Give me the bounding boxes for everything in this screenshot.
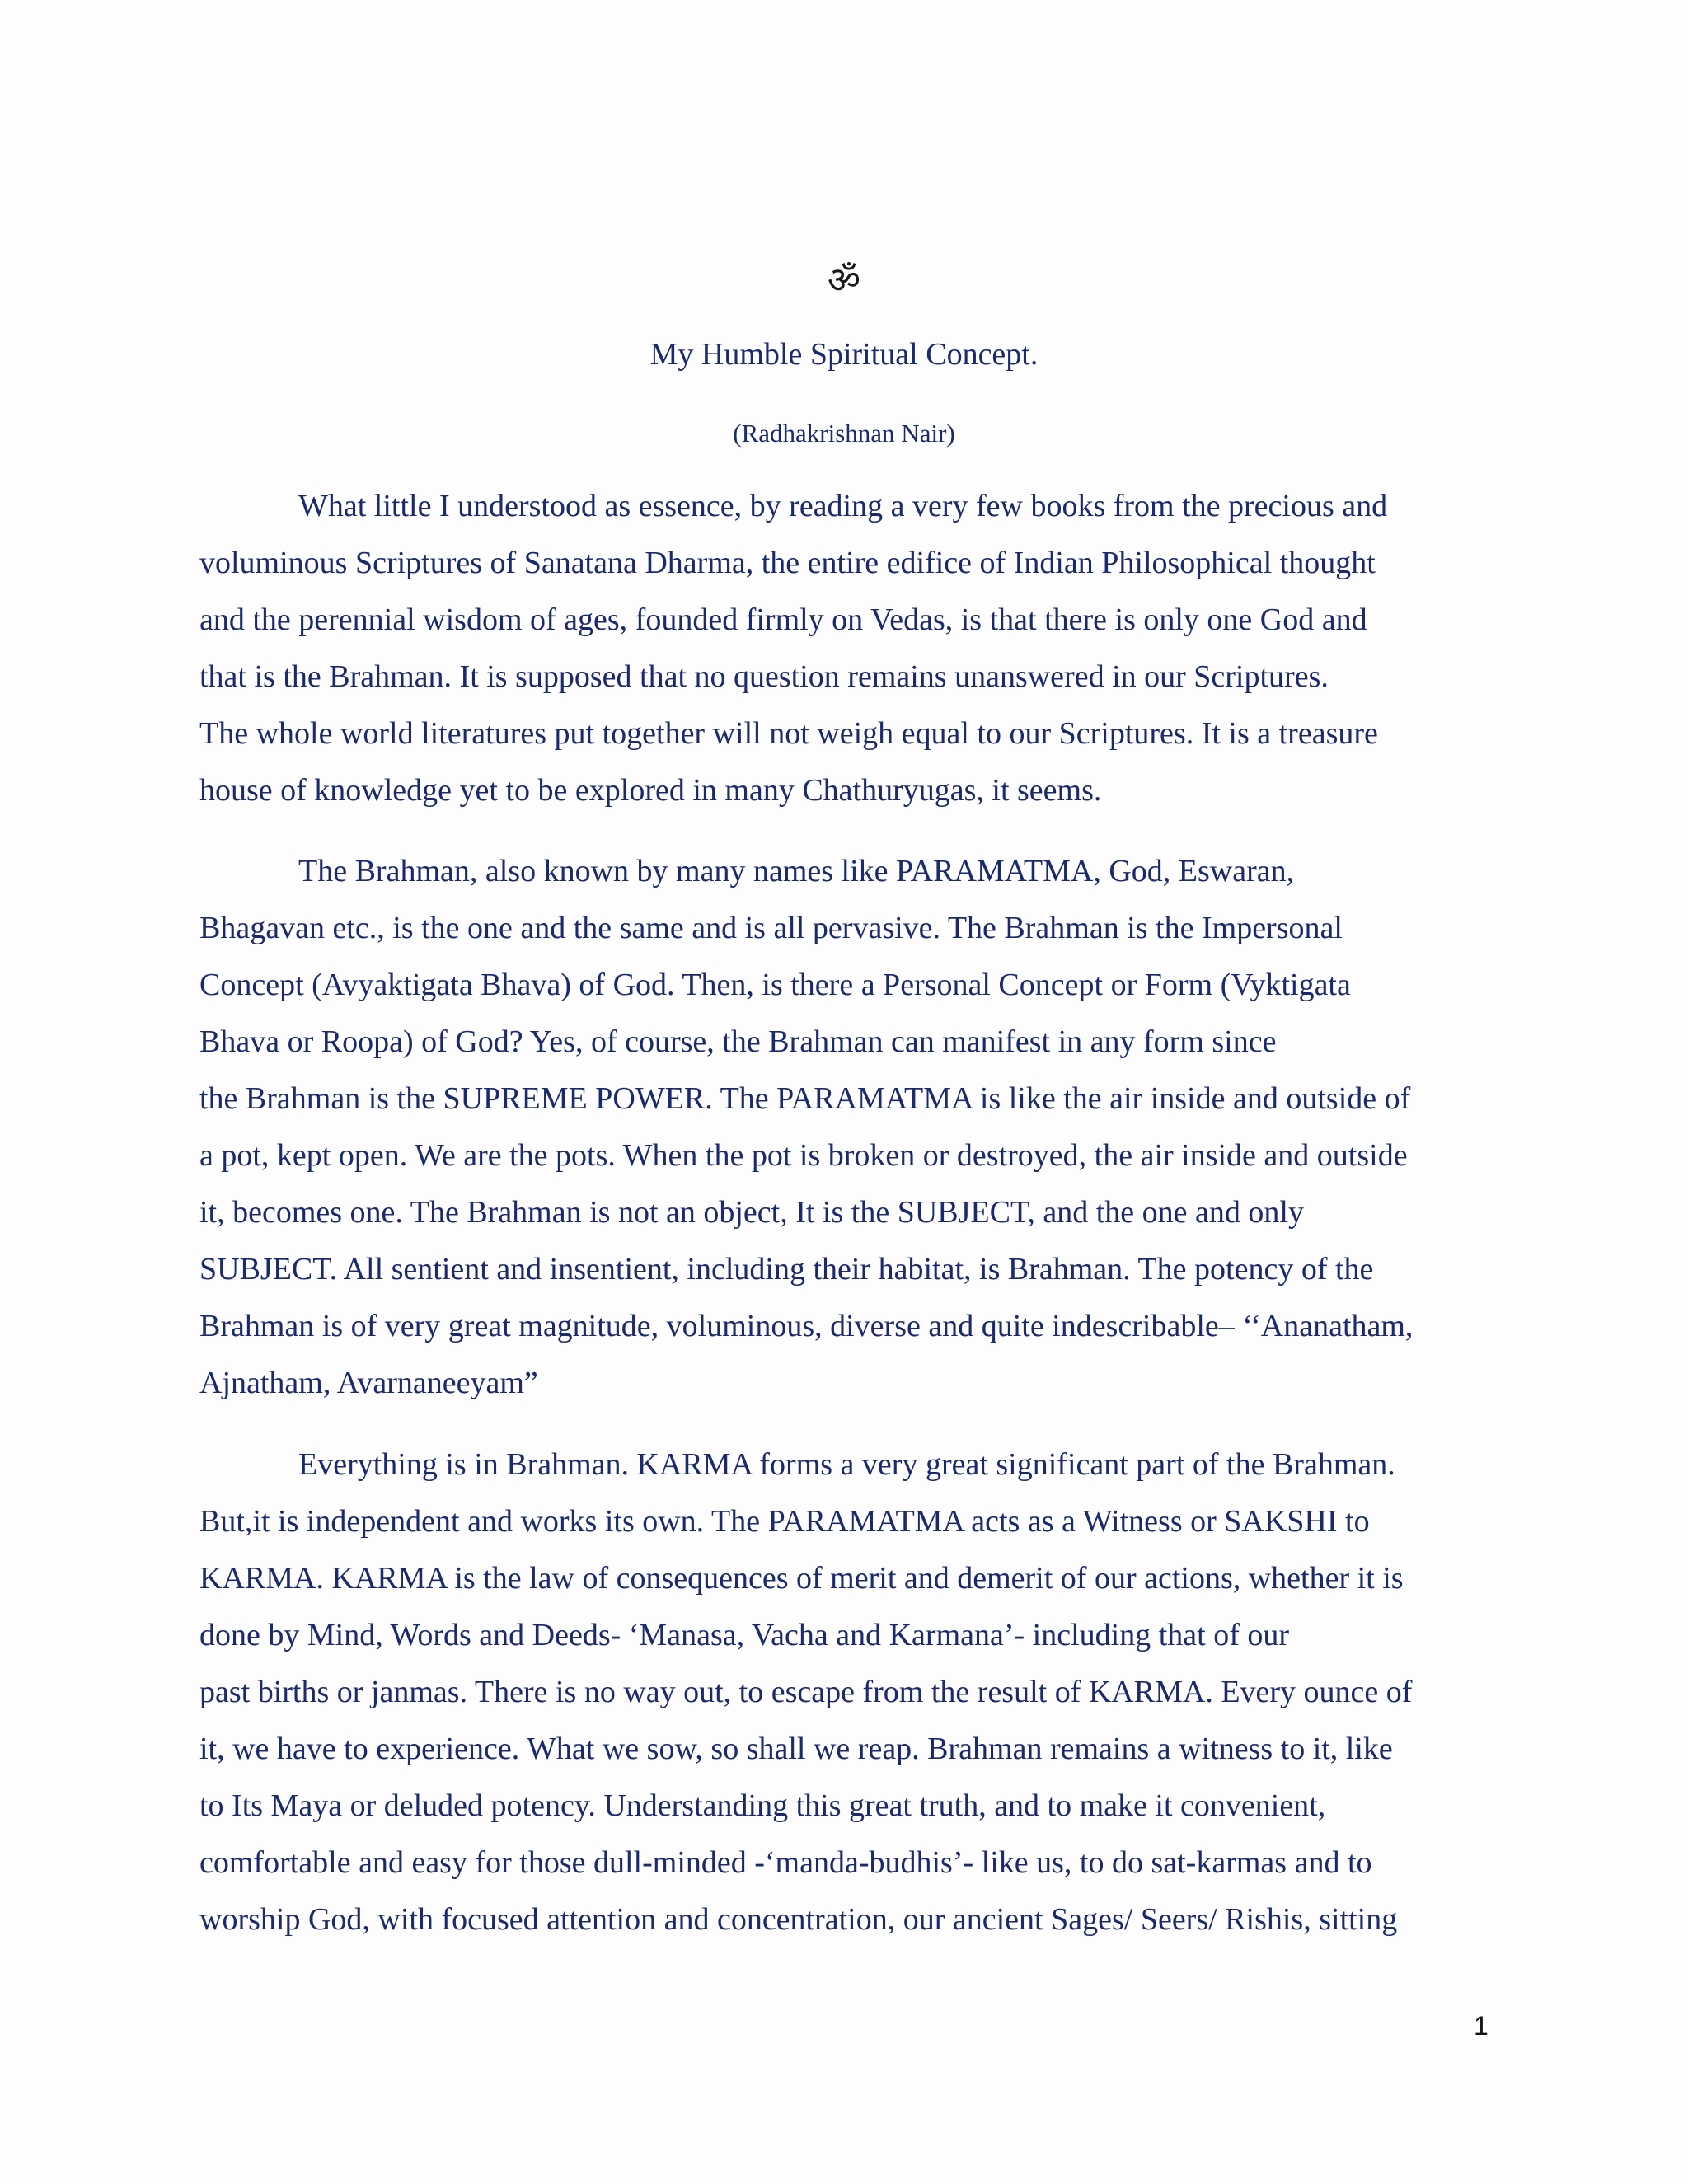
paragraph-line: Everything is in Brahman. KARMA forms a very great significant part of the Brahman. [298, 1447, 1395, 1482]
paragraph-line: comfortable and easy for those dull-minded -‘manda-budhis’- like us, to do sat-karmas and to [199, 1845, 1372, 1880]
paragraph-line: house of knowledge yet to be explored in many Chathuryugas, it seems. [199, 773, 1102, 808]
document-title: My Humble Spiritual Concept. [649, 337, 1039, 372]
paragraph-line: worship God, with focused attention and concentration, our ancient Sages/ Seers/ Rishis, sitting [199, 1902, 1398, 1937]
paragraph-line: The whole world literatures put together will not weigh equal to our Scriptures. It is a treasure [199, 716, 1378, 751]
paragraph-line: voluminous Scriptures of Sanatana Dharma, the entire edifice of Indian Philosophical thought [199, 546, 1376, 580]
paragraph-line: a pot, kept open. We are the pots. When the pot is broken or destroyed, the air inside and outside [199, 1138, 1408, 1173]
paragraph-1 [199, 478, 1502, 819]
paragraph-2 [199, 843, 1502, 1412]
paragraph-3 [199, 1436, 1502, 1948]
paragraph-line: that is the Brahman. It is supposed that no question remains unanswered in our Scriptures. [199, 659, 1329, 694]
paragraph-line: it, becomes one. The Brahman is not an object, It is the SUBJECT, and the one and only [199, 1195, 1304, 1230]
paragraph-line: Brahman is of very great magnitude, voluminous, diverse and quite indescribable– ‘‘Ananatham, [199, 1309, 1414, 1343]
paragraph-line: The Brahman, also known by many names like PARAMATMA, God, Eswaran, [298, 854, 1295, 888]
paragraph-line: the Brahman is the SUPREME POWER. The PARAMATMA is like the air inside and outside of [199, 1081, 1411, 1116]
paragraph-line: But,it is independent and works its own. The PARAMATMA acts as a Witness or SAKSHI to [199, 1504, 1370, 1539]
author-name: (Radhakrishnan Nair) [733, 419, 955, 448]
paragraph-line: KARMA. KARMA is the law of consequences of merit and demerit of our actions, whether it is [199, 1561, 1404, 1596]
page-number: 1 [1474, 2011, 1489, 2041]
paragraph-line: and the perennial wisdom of ages, founded firmly on Vedas, is that there is only one God and [199, 602, 1367, 637]
paragraph-line: Bhagavan etc., is the one and the same and is all pervasive. The Brahman is the Impersonal [199, 911, 1343, 945]
paragraph-line: it, we have to experience. What we sow, so shall we reap. Brahman remains a witness to it, like [199, 1732, 1393, 1766]
paragraph-line: past births or janmas. There is no way out, to escape from the result of KARMA. Every ounce of [199, 1675, 1413, 1709]
paragraph-line: done by Mind, Words and Deeds- ‘Manasa, Vacha and Karmana’- including that of our [199, 1618, 1290, 1652]
om-symbol: ॐ [827, 260, 861, 302]
paragraph-line: Concept (Avyaktigata Bhava) of God. Then, is there a Personal Concept or Form (Vyktigata [199, 968, 1351, 1002]
paragraph-line: Ajnatham, Avarnaneeyam” [199, 1366, 538, 1400]
paragraph-line: Bhava or Roopa) of God? Yes, of course, the Brahman can manifest in any form since [199, 1024, 1277, 1059]
paragraph-line: SUBJECT. All sentient and insentient, including their habitat, is Brahman. The potency of the [199, 1252, 1374, 1286]
paragraph-line: to Its Maya or deluded potency. Understanding this great truth, and to make it convenient, [199, 1788, 1326, 1823]
paragraph-line: What little I understood as essence, by reading a very few books from the precious and [298, 489, 1388, 523]
